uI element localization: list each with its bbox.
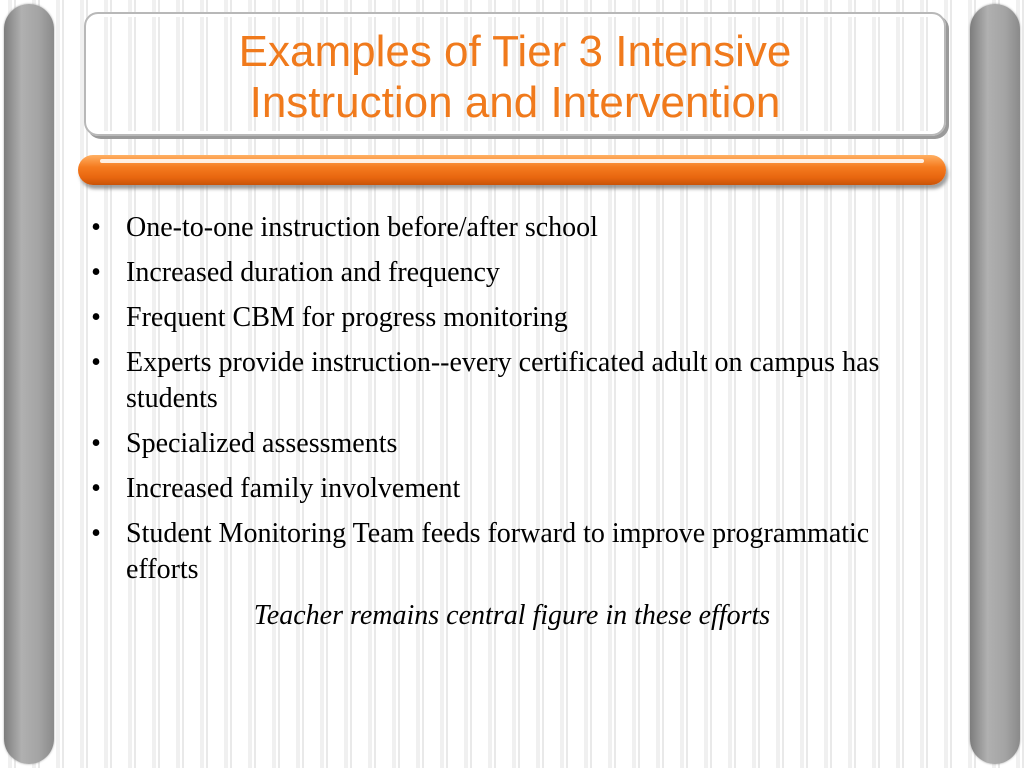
bullet-item: [84, 255, 904, 291]
orange-accent-bar: [78, 155, 946, 185]
bullet-item: [84, 345, 904, 417]
bullet-text: Increased duration and frequency: [126, 257, 500, 288]
bullet-icon: •: [91, 302, 101, 333]
bullet-text: Frequent CBM for progress monitoring: [126, 302, 568, 333]
bullet-text: Student Monitoring Team feeds forward to improve programmatic efforts: [126, 518, 870, 585]
bullet-icon: •: [91, 428, 101, 459]
bullet-icon: •: [91, 518, 101, 549]
bullet-icon: •: [91, 473, 101, 504]
bullet-list: [84, 210, 904, 597]
bullet-icon: •: [91, 347, 101, 378]
bullet-item: [84, 471, 904, 507]
slide-footnote: Teacher remains central figure in these efforts: [253, 600, 771, 631]
slide-title-line-2: Instruction and Intervention: [249, 78, 781, 127]
accent-bar-highlight: [100, 159, 924, 163]
bullet-item: [84, 210, 904, 246]
bullet-text: Experts provide instruction--every certificated adult on campus has students: [126, 347, 880, 414]
bullet-text: Specialized assessments: [126, 428, 398, 459]
slide-title: [84, 26, 946, 128]
slide-title-line-1: Examples of Tier 3 Intensive: [238, 27, 792, 76]
bullet-icon: •: [91, 257, 101, 288]
bullet-item: [84, 516, 904, 588]
left-decorative-bar: [4, 4, 54, 764]
right-decorative-bar: [970, 4, 1020, 764]
bullet-icon: •: [91, 212, 101, 243]
bullet-item: [84, 300, 904, 336]
bullet-text: One-to-one instruction before/after school: [126, 212, 598, 243]
bullet-item: [84, 426, 904, 462]
bullet-text: Increased family involvement: [126, 473, 461, 504]
